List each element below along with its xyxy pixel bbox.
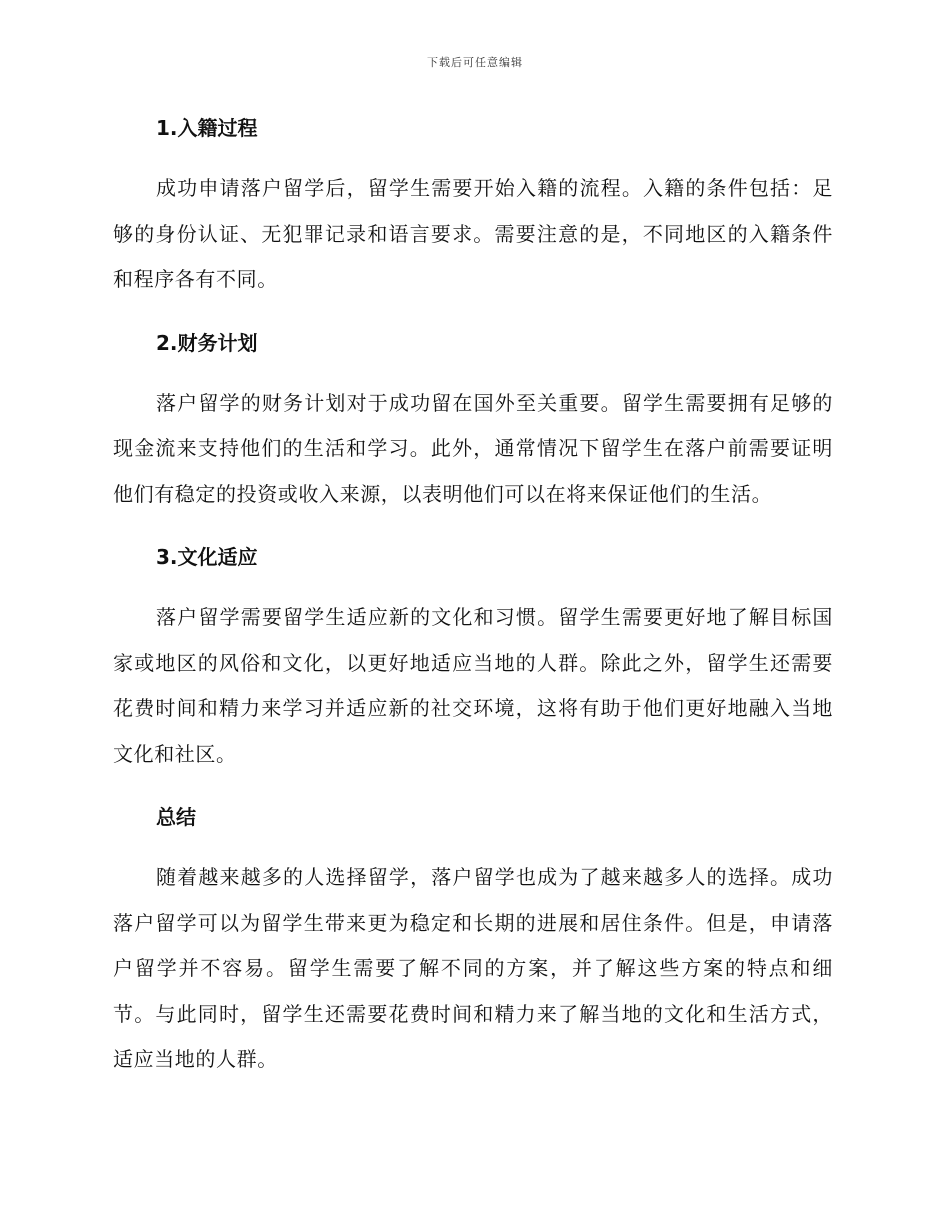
section-heading: 1.入籍过程 xyxy=(156,116,258,140)
section-heading: 3.文化适应 xyxy=(156,545,258,569)
section-heading: 2.财务计划 xyxy=(156,330,258,355)
section-paragraph: 成功申请落户留学后，留学生需要开始入籍的流程。入籍的条件包括：足够的身份认证、无犯罪记录和语言要求。需要注意的是，不同地区的入籍条件和程序各有不同。 xyxy=(113,176,833,291)
header-note: 下载后可任意编辑 xyxy=(427,56,523,69)
section-heading: 总结 xyxy=(156,805,196,829)
section-paragraph: 随着越来越多的人选择留学，落户留学也成为了越来越多人的选择。成功落户留学可以为留学生带来更为稳定和长期的进展和居住条件。但是，申请落户留学并不容易。留学生需要了解不同的方案，并了解这些方案的特点和细节。与此同时，留学生还需要花费时间和精力来了解当地的文化和生活方式，适应当地的人群。 xyxy=(113,865,833,1071)
section-paragraph: 落户留学的财务计划对于成功留在国外至关重要。留学生需要拥有足够的现金流来支持他们的生活和学习。此外，通常情况下留学生在落户前需要证明他们有稳定的投资或收入来源，以表明他们可以在将来保证他们的生活。 xyxy=(113,390,833,506)
section-paragraph: 落户留学需要留学生适应新的文化和习惯。留学生需要更好地了解目标国家或地区的风俗和文化，以更好地适应当地的人群。除此之外，留学生还需要花费时间和精力来学习并适应新的社交环境，这将有助于他们更好地融入当地文化和社区。 xyxy=(113,605,833,766)
section-citizenship xyxy=(113,108,833,303)
section-culture xyxy=(113,537,833,777)
section-summary xyxy=(113,797,833,1083)
document-body xyxy=(113,108,833,1103)
section-finance xyxy=(113,323,833,518)
